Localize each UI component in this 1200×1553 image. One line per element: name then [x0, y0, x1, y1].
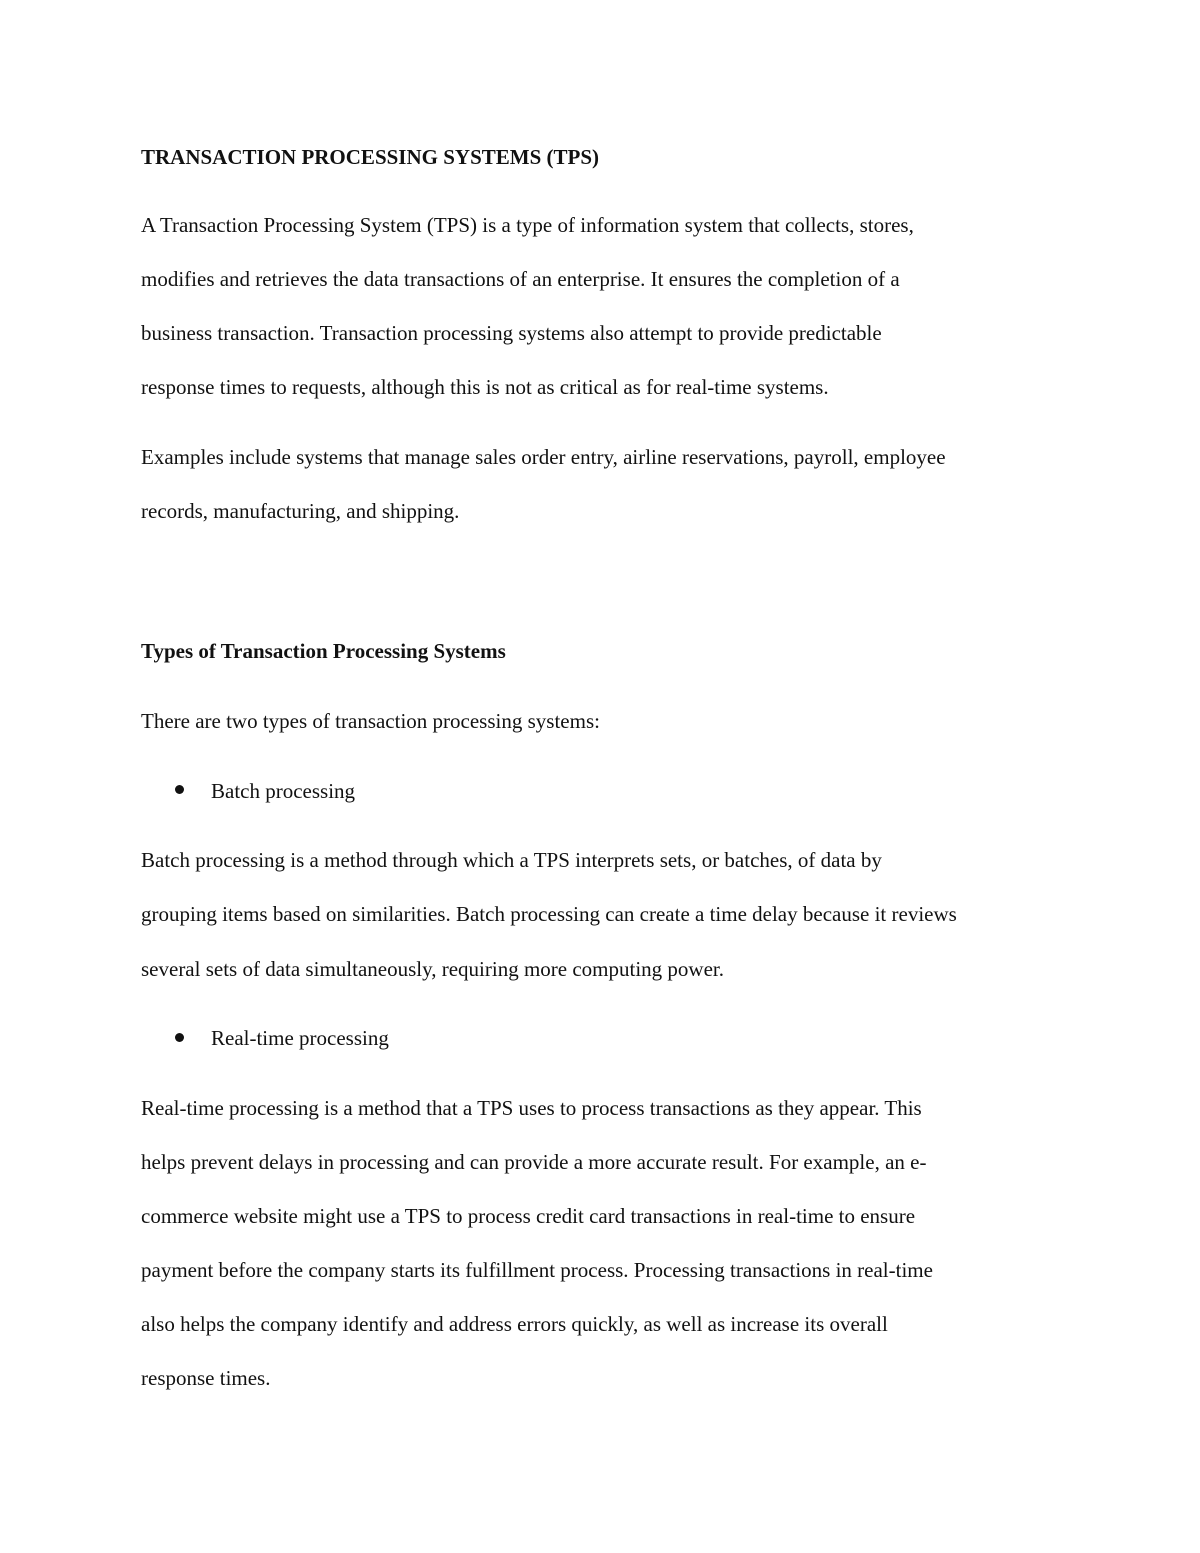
- examples-line-2: records, manufacturing, and shipping.: [141, 499, 460, 523]
- realtime-line-6: response times.: [141, 1366, 271, 1390]
- batch-line-3: several sets of data simultaneously, requiring more computing power.: [141, 957, 724, 981]
- intro-line-4: response times to requests, although this is not as critical as for real-time systems.: [141, 375, 829, 399]
- batch-line-2: grouping items based on similarities. Batch processing can create a time delay because it reviews: [141, 902, 957, 926]
- bullet-real-time-processing: Real-time processing: [211, 1026, 389, 1050]
- realtime-line-1: Real-time processing is a method that a TPS uses to process transactions as they appear. This: [141, 1096, 922, 1120]
- bullet-batch-processing: Batch processing: [211, 779, 356, 803]
- realtime-line-4: payment before the company starts its fulfillment process. Processing transactions in real-time: [141, 1258, 933, 1282]
- bullet-icon: [175, 785, 184, 794]
- types-intro: There are two types of transaction processing systems:: [141, 709, 600, 733]
- document-title: TRANSACTION PROCESSING SYSTEMS (TPS): [141, 145, 600, 169]
- intro-line-1: A Transaction Processing System (TPS) is a type of information system that collects, stores,: [141, 213, 914, 237]
- realtime-line-2: helps prevent delays in processing and can provide a more accurate result. For example, an e-: [141, 1150, 927, 1174]
- bullet-icon: [175, 1033, 184, 1042]
- realtime-line-3: commerce website might use a TPS to process credit card transactions in real-time to ensure: [141, 1204, 916, 1228]
- batch-line-1: Batch processing is a method through which a TPS interprets sets, or batches, of data by: [141, 848, 882, 872]
- intro-line-2: modifies and retrieves the data transactions of an enterprise. It ensures the completion of a: [141, 267, 900, 291]
- intro-line-3: business transaction. Transaction processing systems also attempt to provide predictable: [141, 321, 882, 345]
- realtime-line-5: also helps the company identify and address errors quickly, as well as increase its overall: [141, 1312, 888, 1336]
- examples-line-1: Examples include systems that manage sales order entry, airline reservations, payroll, employee: [141, 445, 946, 469]
- types-heading: Types of Transaction Processing Systems: [141, 639, 506, 663]
